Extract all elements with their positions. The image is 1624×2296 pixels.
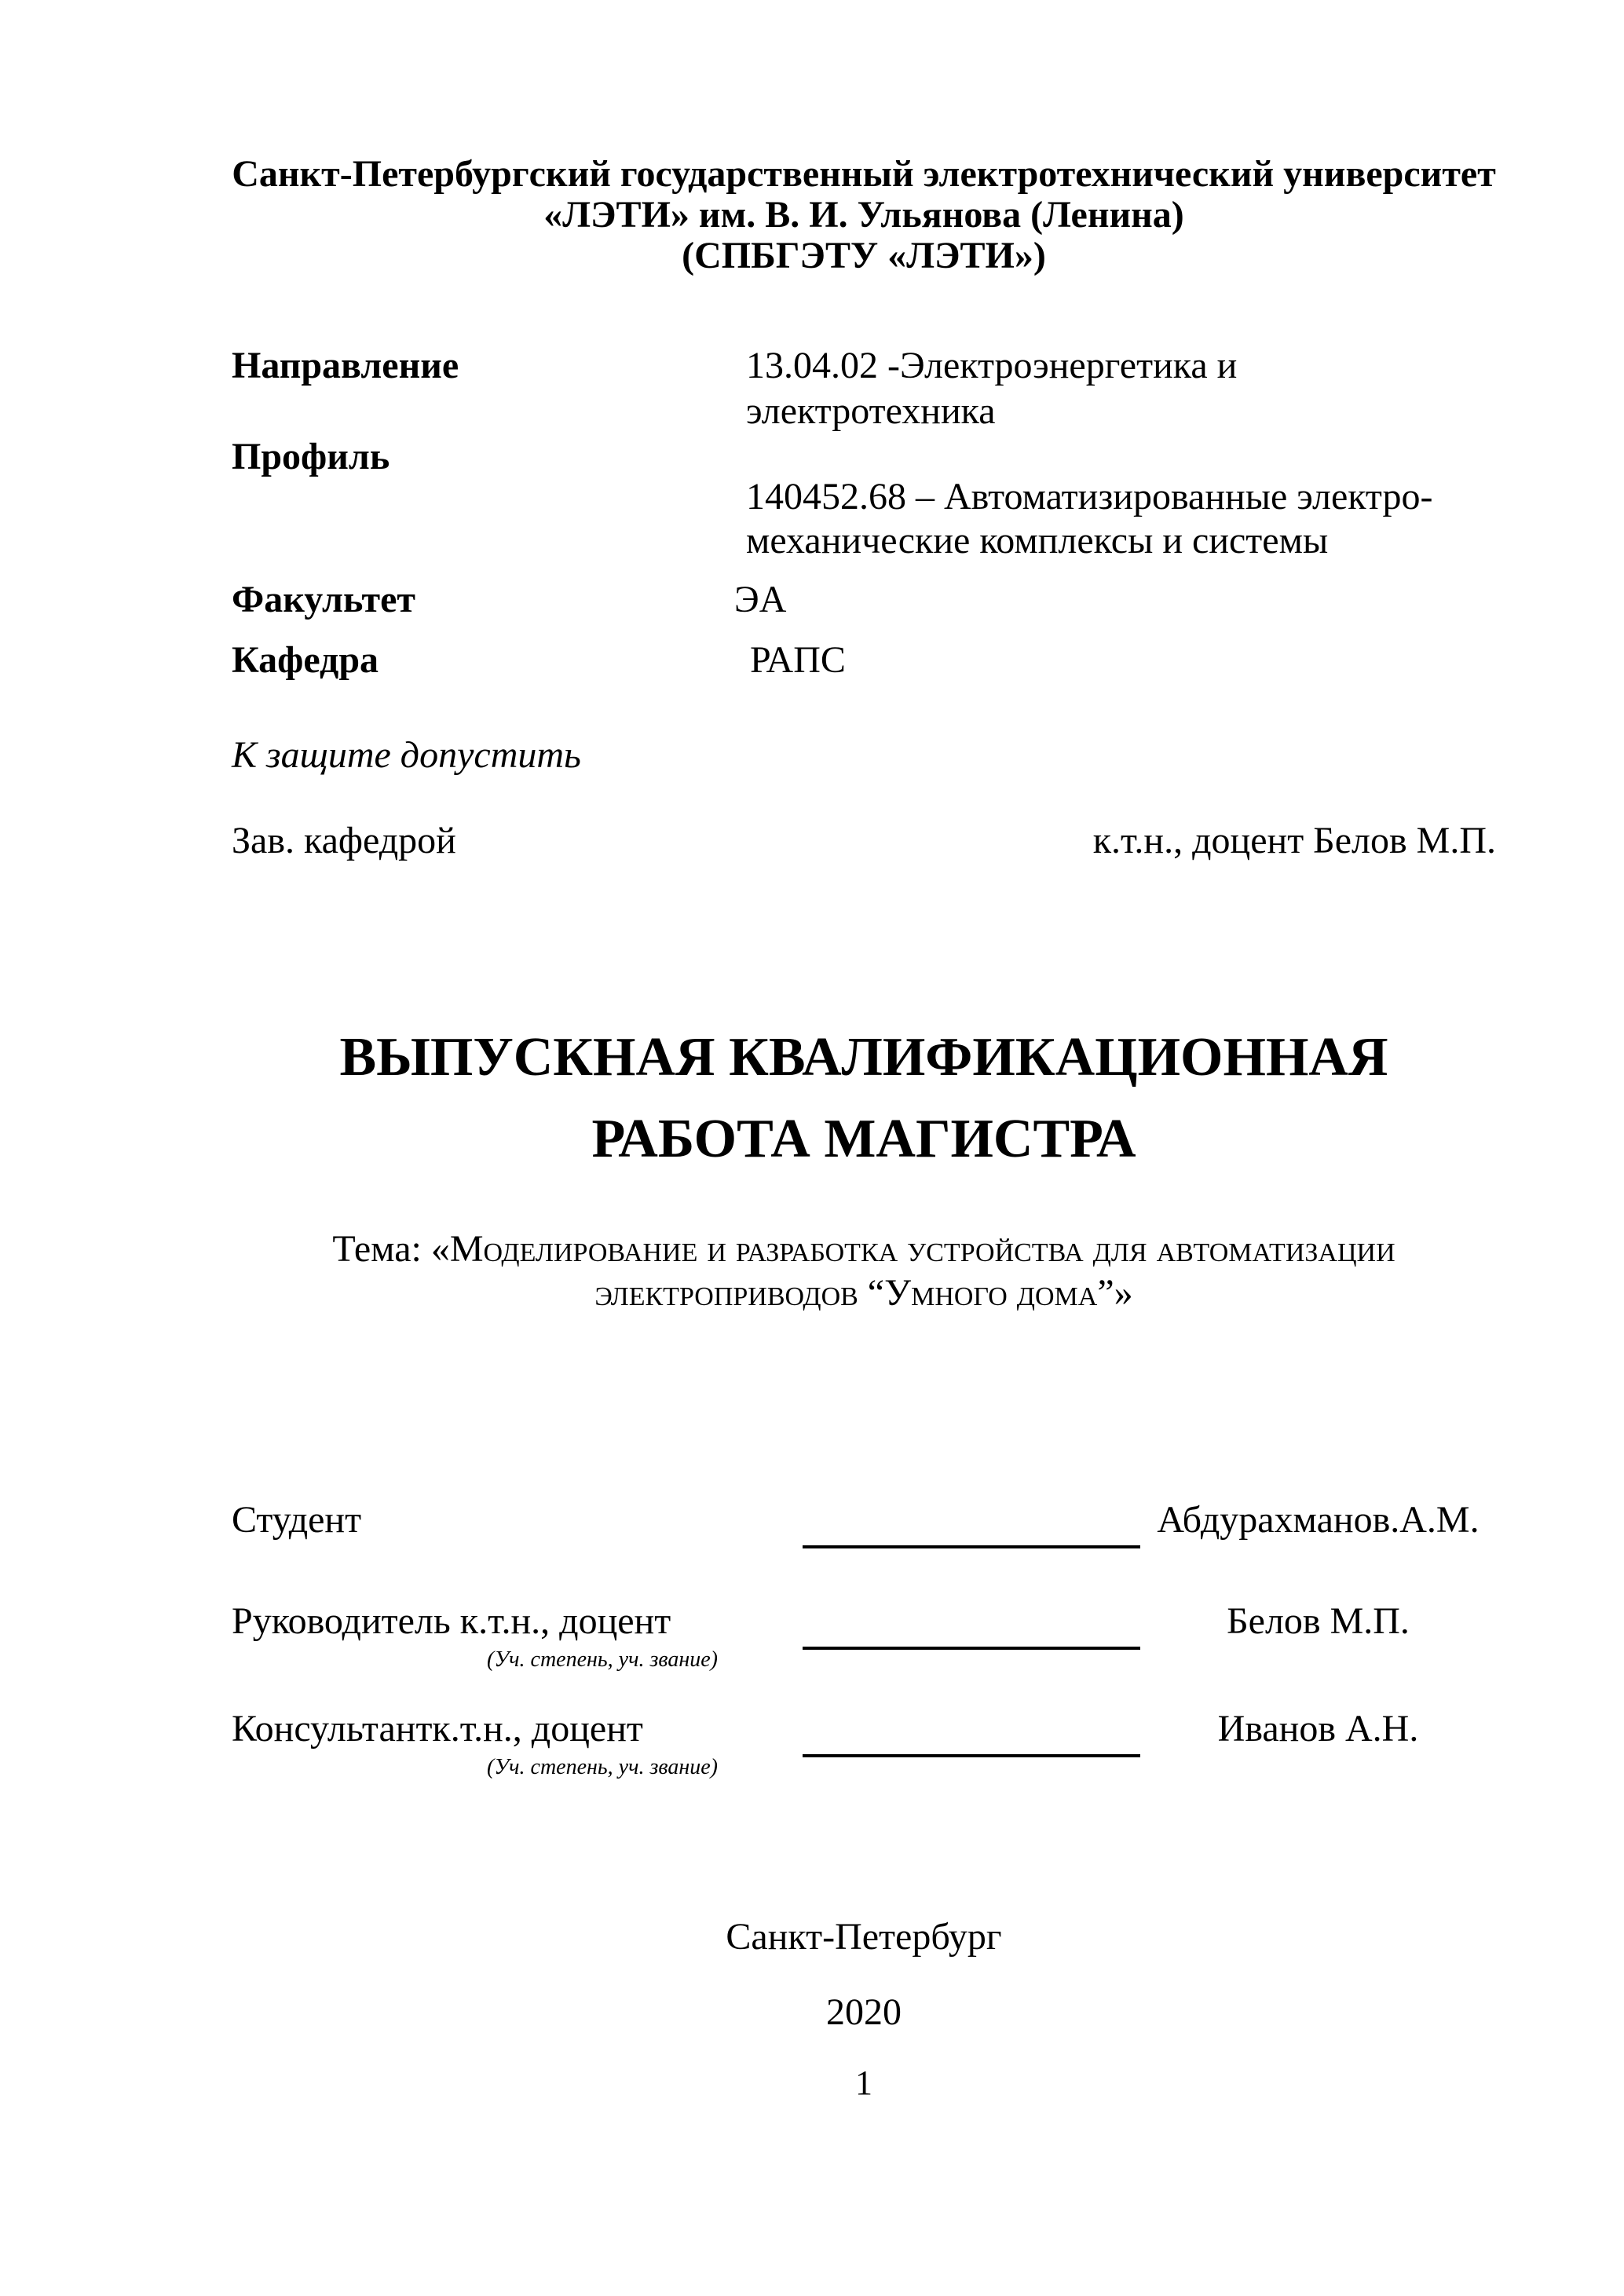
university-name: Санкт-Петербургский государственный электротехнический университет «ЛЭТИ» им. В. И. Ульянова (Ленина) <box>232 153 1496 236</box>
signature-role <box>232 1500 746 1541</box>
degree-note: (Уч. степень, уч. звание) <box>487 1647 718 1672</box>
profile-label: Профиль <box>232 436 390 477</box>
faculty-value: ЭА <box>734 579 787 620</box>
signature-name: Абдурахманов.А.М. <box>1157 1499 1480 1541</box>
theme-suffix: » <box>1114 1272 1133 1314</box>
footer-year: 2020 <box>826 1991 902 2033</box>
signature-line-supervisor <box>803 1601 1140 1650</box>
theme-prefix: Тема: « <box>332 1228 450 1270</box>
signature-row-supervisor <box>232 1600 1496 1672</box>
work-title: ВЫПУСКНАЯ КВАЛИФИКАЦИОННАЯ РАБОТА МАГИСТРА <box>339 1027 1388 1169</box>
degree-note: (Уч. степень, уч. звание) <box>487 1755 718 1779</box>
department-head-name: к.т.н., доцент Белов М.П. <box>1092 820 1496 861</box>
signature-name: Белов М.П. <box>1227 1600 1410 1642</box>
signature-role <box>232 1600 746 1672</box>
department-head-row <box>232 821 1496 861</box>
theme-text: Моделирование и разработка устройства для автоматизации электроприводов “Умного дома” <box>449 1228 1395 1314</box>
direction-label: Направление <box>232 345 459 386</box>
signature-line-consultant <box>803 1709 1140 1757</box>
signature-row-consultant <box>232 1708 1496 1779</box>
university-abbreviation: (СПБГЭТУ «ЛЭТИ») <box>682 235 1046 276</box>
signature-role-label: Руководитель к.т.н., доцент <box>232 1600 671 1642</box>
department-value: РАПС <box>750 639 846 681</box>
signature-role-label: Студент <box>232 1499 362 1541</box>
theme-line <box>232 1227 1496 1315</box>
footer-city: Санкт-Петербург <box>726 1916 1002 1958</box>
document-header <box>192 154 1535 276</box>
profile-value: 140452.68 – Автоматизированные электро-механические комплексы и системы <box>746 476 1433 561</box>
admission-note: К защите допустить <box>232 734 581 776</box>
signature-role-label: Консультантк.т.н., доцент <box>232 1708 643 1749</box>
signature-role <box>232 1708 746 1779</box>
faculty-label: Факультет <box>232 579 415 620</box>
signature-row-student <box>232 1500 1496 1548</box>
department-head-label: Зав. кафедрой <box>232 820 456 861</box>
direction-value: 13.04.02 -Электроэнергетика и электротехника <box>746 345 1238 432</box>
department-label: Кафедра <box>232 639 379 681</box>
page-number: 1 <box>855 2064 872 2102</box>
signature-line-student <box>803 1500 1140 1548</box>
signature-name: Иванов А.Н. <box>1217 1708 1419 1749</box>
